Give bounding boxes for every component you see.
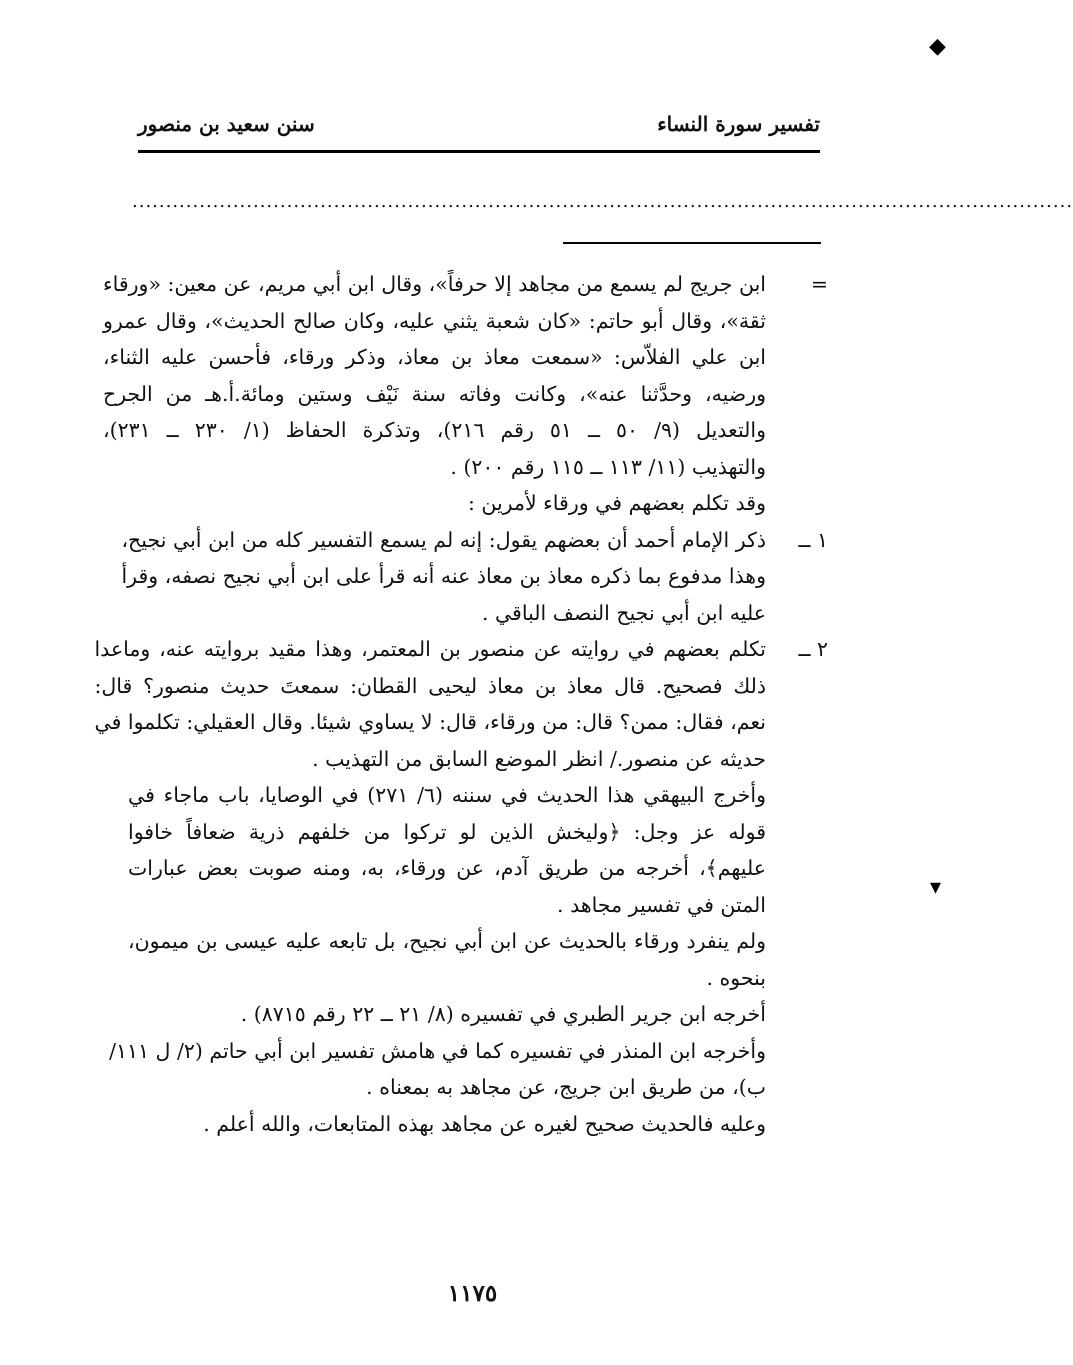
- text-line: ب)، من طريق ابن جريج، عن مجاهد به بمعناه .: [366, 1075, 766, 1099]
- text-line: ثقة»، وقال أبو حاتم: «كان شعبة يثني عليه، وكان صالح الحديث»، وقال عمرو: [102, 308, 766, 333]
- text-separator-dots: ............................................................................................................................................: [132, 191, 1073, 212]
- paragraph-text: [121, 522, 766, 632]
- text-line: بنحوه .: [706, 965, 766, 990]
- paragraph-text: [128, 777, 828, 923]
- text-line: والتهذيب (١١/ ١١٣ ــ ١١٥ رقم ٢٠٠) .: [450, 454, 766, 479]
- text-line: وأخرجه ابن المنذر في تفسيره كما في هامش تفسير ابن أبي حاتم (٢/ ل ١١١/: [109, 1038, 766, 1063]
- paragraph-text: [128, 996, 828, 1033]
- text-line: والتعديل (٩/ ٥٠ ــ ٥١ رقم ٢١٦)، وتذكرة الحفاظ (١/ ٢٣٠ ــ ٢٣١)،: [102, 418, 766, 442]
- running-header: [138, 106, 820, 142]
- text-line: وهذا مدفوع بما ذكره معاذ بن معاذ عنه أنه قرأ على ابن أبي نجيح نصفه، وقرأ: [121, 564, 766, 588]
- text-line: قوله عز وجل: ﴿وليخش الذين لو تركوا من خلفهم ذرية ضعافاً خافوا: [128, 819, 766, 844]
- text-line: ولم ينفرد ورقاء بالحديث عن ابن أبي نجيح، بل تابعه عليه عيسى بن ميمون،: [128, 929, 766, 953]
- text-line: ابن جريج لم يسمع من مجاهد إلا حرفاً»، وقال ابن أبي مريم، عن معين: «ورقاء: [102, 272, 766, 296]
- side-margin-mark: ▾: [930, 875, 942, 900]
- text-line: عليهم﴾، أخرجه من طريق آدم، عن ورقاء، به، ومنه صوبت بعض عبارات: [128, 856, 766, 880]
- footnote-rule: [563, 242, 821, 244]
- paragraph-text: [109, 1033, 828, 1106]
- footnote-body: [94, 266, 828, 1142]
- header-chapter-title: تفسير سورة النساء: [657, 112, 820, 136]
- footnote-paragraph: [102, 266, 828, 522]
- header-book-title: سنن سعيد بن منصور: [138, 112, 315, 136]
- text-line: وقد تكلم بعضهم في ورقاء لأمرين :: [467, 491, 766, 515]
- text-line: تكلم بعضهم في روايته عن منصور بن المعتمر، وهذا مقيد بروايته عنه، وماعدا: [94, 637, 766, 661]
- point-number: ١ ــ: [798, 527, 828, 552]
- text-line: ابن علي الفلاّس: «سمعت معاذ بن معاذ، وذكر ورقاء، فأحسن عليه الثناء،: [102, 345, 766, 369]
- text-line: نعم، فقال: ممن؟ قال: من ورقاء، قال: لا يساوي شيئا. وقال العقيلي: تكلموا في: [94, 710, 766, 734]
- point-number: ٢ ــ: [798, 637, 828, 661]
- top-margin-mark: ◆: [929, 34, 946, 59]
- text-line: ذكر الإمام أحمد أن بعضهم يقول: إنه لم يسمع التفسير كله من ابن أبي نجيح،: [121, 527, 766, 552]
- text-line: ورضيه، وحدَّثنا عنه»، وكانت وفاته سنة نَيْف وستين ومائة.أ.هـ من الجرح: [102, 381, 766, 406]
- continuation-marker: =: [810, 272, 828, 296]
- paragraph-text: [128, 1106, 828, 1143]
- paragraph-text: [128, 923, 828, 996]
- paragraph-text: [94, 631, 766, 777]
- text-line: ذلك فصحيح. قال معاذ بن معاذ ليحيى القطان: سمعتَ حديث منصور؟ قال:: [94, 673, 766, 698]
- text-line: وعليه فالحديث صحيح لغيره عن مجاهد بهذه المتابعات، والله أعلم .: [203, 1111, 766, 1136]
- text-line: المتن في تفسير مجاهد .: [557, 892, 766, 917]
- numbered-point: [121, 522, 828, 632]
- text-line: أخرجه ابن جرير الطبري في تفسيره (٨/ ٢١ ــ ٢٢ رقم ٨٧١٥) .: [240, 1002, 766, 1026]
- text-line: وأخرج البيهقي هذا الحديث في سننه (٦/ ٢٧١) في الوصايا، باب ماجاء في: [128, 783, 766, 807]
- text-line: عليه ابن أبي نجيح النصف الباقي .: [481, 600, 766, 625]
- header-rule: [138, 150, 820, 153]
- paragraph-text: [103, 266, 766, 522]
- page-number: ١١٧٥: [447, 1280, 498, 1307]
- text-line: حديثه عن منصور./ انظر الموضع السابق من التهذيب .: [312, 746, 766, 771]
- numbered-point: [94, 631, 828, 777]
